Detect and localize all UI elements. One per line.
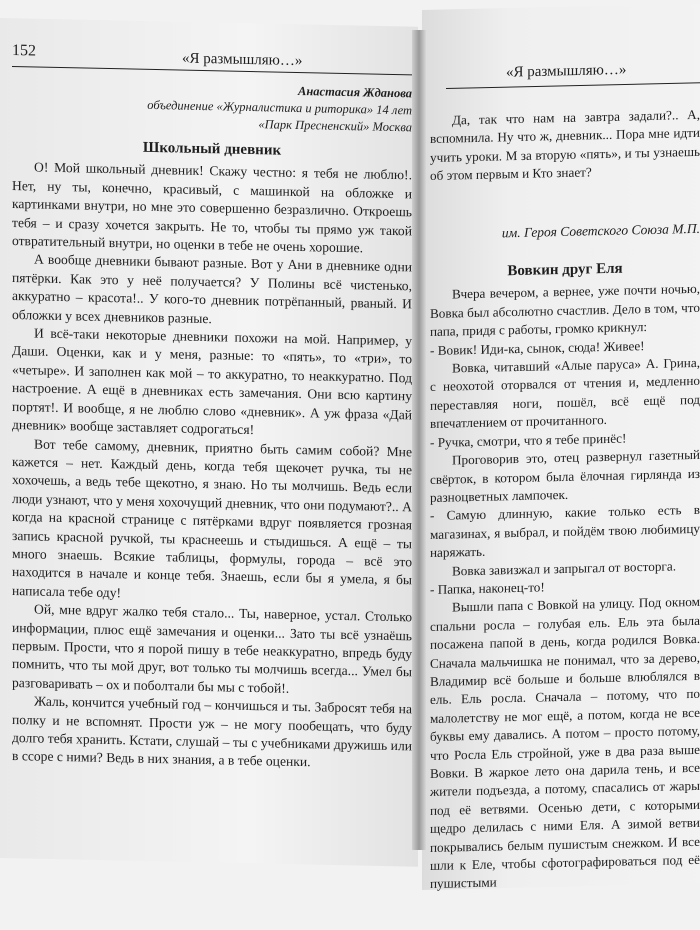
- page-number: 152: [12, 42, 36, 60]
- paragraph: Вот тебе самому, дневник, приятно быть самим собой? Мне кажется – нет. Каждый день, когда тебя щекочет ручка, ты не хохочешь, а ведь тебе щекотно, я знаю. Но ты молчишь. Ведь если люди узнают, что у меня хохочущий дневник, что они подумают?.. А когда на красной странице с пятёрками вдруг появляется грозная запись красной ручкой, ты краснеешь и стыдишься. А ещё – ты много знаешь. Всякие таблицы, формулы, города – всё это находится в начале и конце тебя. Знаешь, если бы я умела, я бы написала тебе оду!: [12, 435, 412, 601]
- paragraph: Да, так что нам на завтра задали?.. А, вспомнила. Ну что ж, дневник... Пора мне идти учить уроки. М за вторую «пять», и ты узнаешь об этом первым и Кто знает?: [430, 106, 700, 184]
- paragraph: Жаль, кончится учебный год – кончишься и ты. Забросят тебя на полку и не вспомнят. Прости уж – не могу пообещать, что буду долго тебя хранить. Кстати, слушай – ты с учебниками дружишь или в ссоре с ними? Ведь в них знания, а в тебе оценки.: [12, 693, 412, 770]
- author-name: Анастасия Жданова: [298, 83, 412, 101]
- paragraph: Проговорив это, отец развернул газетный свёрток, в котором была ёлочная гирлянда из разноцветных лампочек.: [430, 446, 700, 505]
- author-place: «Парк Пресненский» Москва: [258, 117, 412, 135]
- author-block: [12, 77, 412, 136]
- dialogue-line: - Вовик! Иди-ка, сынок, сюда! Живее!: [430, 337, 645, 358]
- story-title-right: Вовкин друг Еля: [507, 260, 623, 280]
- paragraph: Вышли папа с Вовкой на улицу. Под окном спальни росла – голубая ель. Ель эта была посажена папой в день, когда родился Вовка. Сначала мальчишка не понимал, что за дерево, Владимир всё больше и больше влюблялся в ель. Ель росла. Сначала – потому, что по малолетству не мог ещё, а потом, когда не все буквы ему давались. А потом – просто потому, что Росла Ель стройной, уже в два раза выше Вовки. В жаркое лето она дарила тень, и все жители подъезда, а потому, спасались от жары под её ветвями. Осенью дети, с которыми щедро делилась с ними Еля. А зимой ветви покрывались белым пушистым снежком. И все шли к Еле, чтобы сфотографироваться под её пушистыми: [430, 594, 700, 892]
- paragraph: А вообще дневники бывают разные. Вот у Ани в дневнике одни пятёрки. Как это у неё получается? У Полины всё чистенько, аккуратно – красота!.. У кого-то дневник потрёпанный, рваный. И обложки у всех дневников разные.: [12, 251, 412, 326]
- book-gutter: [412, 30, 426, 850]
- running-title: «Я размышляю…»: [182, 50, 303, 70]
- paragraph: И всё-таки некоторые дневники похожи на мой. Например, у Даши. Оценки, как и у меня, разные: то «пять», то «три», то «четыре». И заполнен как мой – то аккуратно, то неаккуратно. Под настроение. А ещё в дневниках есть замечания. Они всю картину портят!. И вообще, я не люблю слово «дневник». А уж фраза «Дай дневник» вообще заставляет содрогаться!: [12, 325, 412, 438]
- left-page-content: [12, 40, 412, 774]
- story-title: Школьный дневник: [142, 139, 282, 159]
- dialogue-line: - Папка, наконец-то!: [430, 579, 545, 597]
- paragraph: Вовка завизжал и запрыгал от восторга.: [452, 557, 676, 579]
- paragraph: Ой, мне вдруг жалко тебя стало... Ты, наверное, устал. Столько информации, плюс ещё замечания и оценки... Зато ты всё узнаёшь первым. Прости, что я порой пишу в тебе неаккуратно, впредь буду помнить, что ты мой друг, вот только ты молчишь всегда... Умел бы разговаривать – ох и поболтали бы мы с тобой!.: [12, 601, 412, 696]
- paragraph: Вовка, читавший «Алые паруса» А. Грина, с неохотой оторвался от чтения и, медленно переставляя ноги, пошёл, всё ещё под впечатлением от прочитанного.: [430, 354, 700, 432]
- right-page-content: [430, 66, 700, 894]
- running-title-right: «Я размышляю…»: [506, 61, 627, 81]
- school-line: им. Героя Советского Союза М.П.: [501, 220, 700, 240]
- author-org: объединение «Журналистика и риторика» 14 лет: [147, 97, 412, 118]
- dialogue-line: - Самую длинную, какие только есть в магазинах, я выбрал, и пойдём твою любимицу наряжать.: [430, 502, 700, 561]
- paragraph: О! Мой школьный дневник! Скажу честно: я тебя не люблю!. Нет, ну ты, конечно, красивый, с машинкой на обложке и картинками внутри, но мне это совершенно безразлично. Откроешь тебя – и сразу хочется закрыть. Не то, чтобы ты прямо уж такой отвратительный внутри, но оценки в тебе не очень хорошие.: [12, 159, 412, 256]
- dialogue-line: - Ручка, смотри, что я тебе принёс!: [430, 430, 627, 450]
- paragraph: Вчера вечером, а вернее, уже почти ночью, Вовка был абсолютно счастлив. Дело в том, что папа, придя с работы, громко крикнул:: [430, 281, 700, 340]
